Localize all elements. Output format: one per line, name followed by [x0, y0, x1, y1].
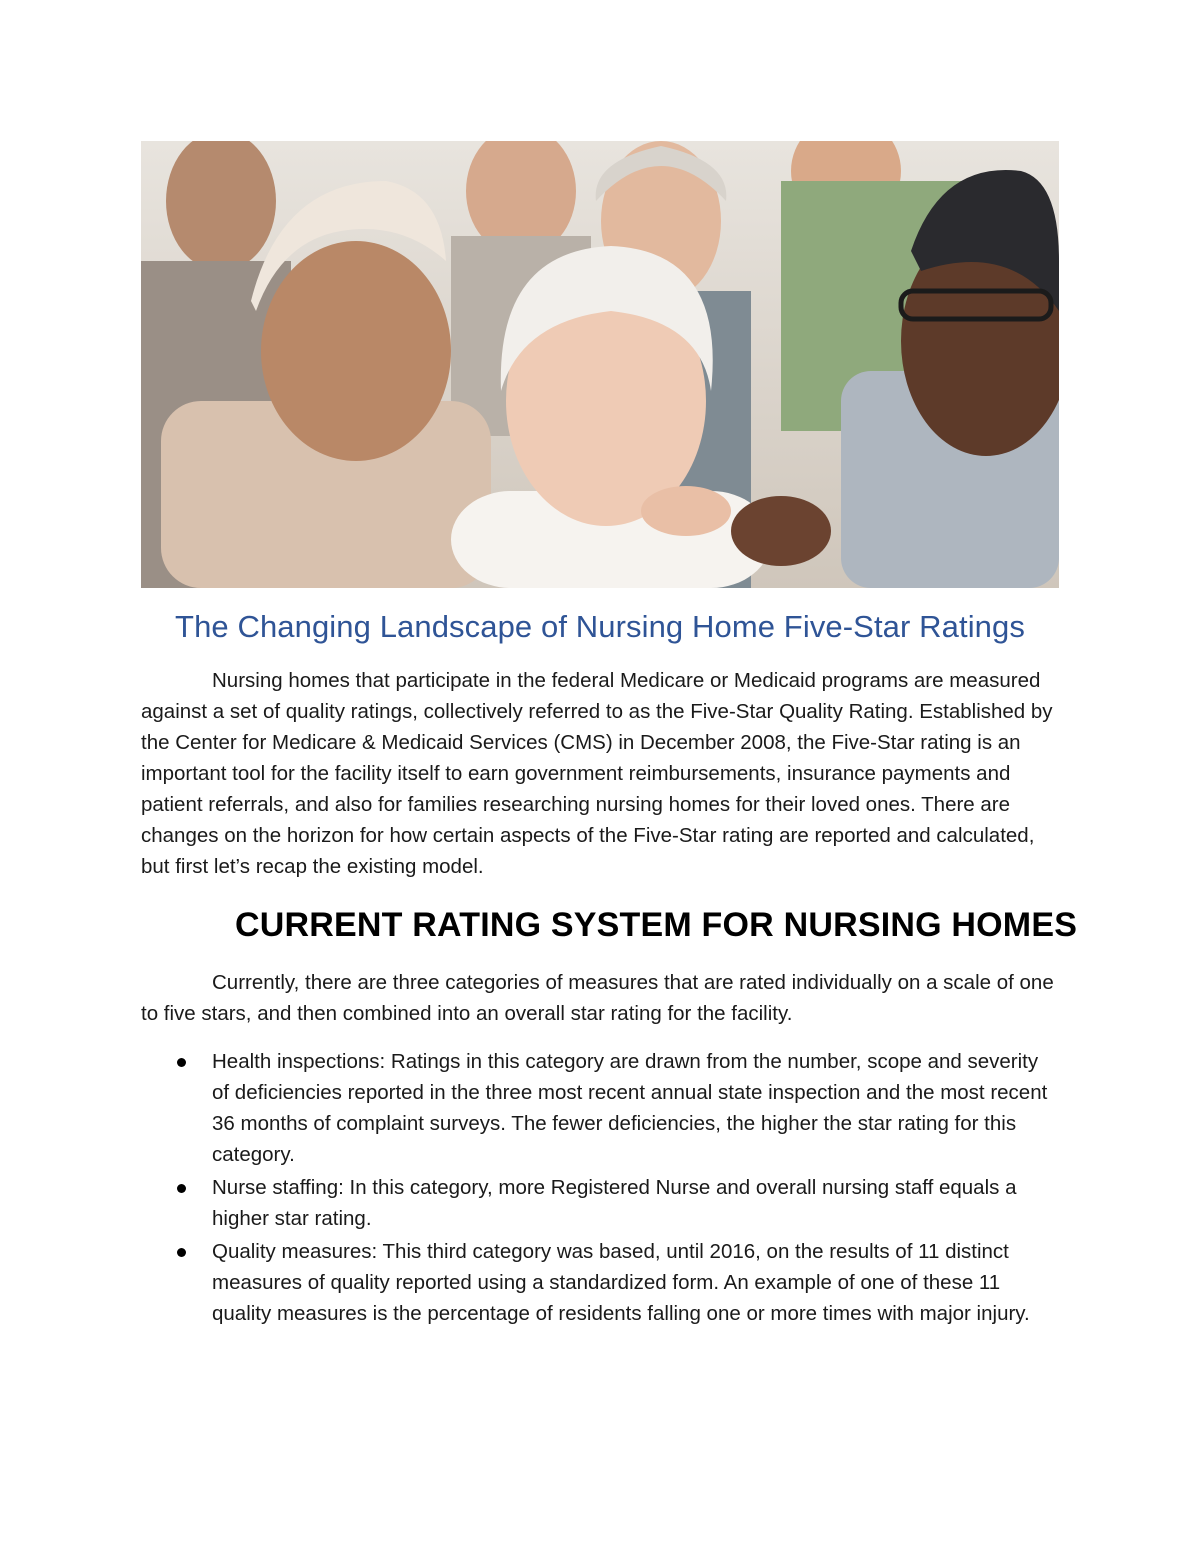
section-intro-paragraph — [141, 967, 1059, 1029]
list-item-text: Health inspections: Ratings in this category are drawn from the number, scope and severity of deficiencies reported in the three most recent annual state inspection and the most recent 36 months of complaint surveys. The fewer deficiencies, the higher the star rating for this category. — [212, 1050, 1048, 1166]
bullet-icon — [177, 1248, 186, 1257]
intro-text: Nursing homes that participate in the federal Medicare or Medicaid programs are measured against a set of quality ratings, collectively referred to as the Five-Star Quality Rating. Established by the Center for Medicare & Medicaid Services (CMS) in December 2008, the Five-Star rating is an important tool for the facility itself to earn government reimbursements, insurance payments and patient referrals, and also for families researching nursing homes for their loved ones. There are changes on the horizon for how certain aspects of the Five-Star rating are reported and calculated, but first let’s recap the existing model. — [141, 669, 1053, 878]
section-heading: CURRENT RATING SYSTEM FOR NURSING HOMES — [235, 906, 1078, 944]
bullet-icon — [177, 1184, 186, 1193]
list-item — [141, 1236, 1059, 1329]
section-intro-text: Currently, there are three categories of measures that are rated individually on a scale of one to five stars, and then combined into an overall star rating for the facility. — [141, 971, 1054, 1025]
article-title: The Changing Landscape of Nursing Home Five-Star Ratings — [175, 609, 1025, 644]
intro-paragraph — [141, 665, 1059, 882]
list-item-text: Nurse staffing: In this category, more Registered Nurse and overall nursing staff equals a higher star rating. — [212, 1176, 1017, 1230]
group-of-seniors-photo — [141, 141, 1059, 588]
list-item — [141, 1046, 1059, 1170]
list-item — [141, 1172, 1059, 1234]
bullet-icon — [177, 1058, 186, 1067]
list-item-text: Quality measures: This third category was based, until 2016, on the results of 11 distinct measures of quality reported using a standardized form. An example of one of these 11 quality measures is the percentage of residents falling one or more times with major injury. — [212, 1240, 1030, 1325]
rating-categories-list — [141, 1046, 1059, 1331]
